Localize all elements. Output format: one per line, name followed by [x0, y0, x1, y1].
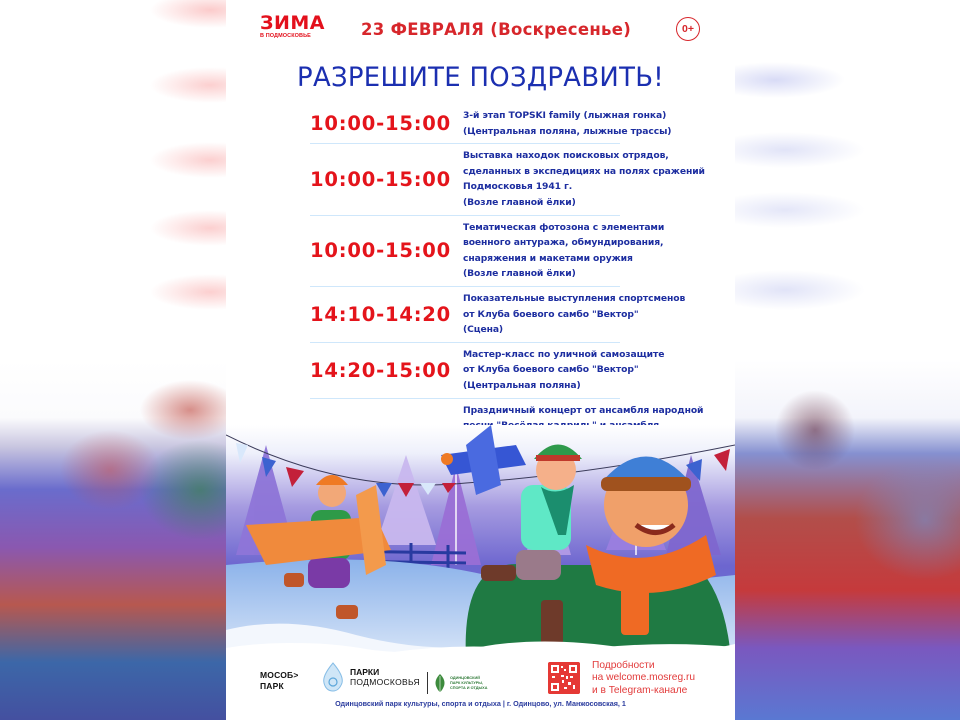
schedule-description: [460, 104, 671, 143]
poster-footer: [226, 648, 735, 720]
schedule-time: 10:00-15:00: [310, 239, 452, 263]
schedule-description: [460, 343, 664, 398]
schedule-row: [310, 104, 672, 144]
description-line: от Клуба боевого самбо "Вектор": [463, 308, 639, 320]
page-title: РАЗРЕШИТЕ ПОЗДРАВИТЬ!: [297, 62, 664, 93]
description-line: 3-й этап TOPSKI family (лыжная гонка): [463, 110, 667, 121]
poster-header: [226, 0, 735, 60]
description-location: (Сцена): [463, 324, 504, 336]
parki-logo-line: ПАРКИ: [350, 667, 380, 677]
description-line: сделанных в экспедициях на полях сражений: [463, 165, 705, 177]
parki-logo-line: ПОДМОСКОВЬЯ: [350, 677, 420, 687]
schedule-time: 10:00-15:00: [310, 167, 452, 191]
description-line: снаряжения и макетами оружия: [463, 252, 633, 264]
schedule-row: [310, 144, 705, 215]
zima-logo: [260, 14, 325, 40]
more-info-line: Подробности: [592, 660, 655, 671]
leaf-icon: [434, 674, 446, 692]
parki-podmoskovya-logo: [320, 662, 420, 692]
odintsovo-logo-line: ПАРК КУЛЬТУРЫ,: [450, 680, 483, 685]
description-location: (Возле главной ёлки): [463, 196, 576, 208]
blurred-background-left: [0, 0, 226, 720]
schedule-row: [310, 343, 665, 399]
event-poster: [226, 0, 735, 720]
zima-logo-subtitle: В ПОДМОСКОВЬЕ: [260, 33, 311, 39]
blurred-background-left-overlay: [0, 0, 226, 720]
schedule-time: 14:10-14:20: [310, 302, 452, 326]
odintsovo-logo-line: СПОРТА И ОТДЫХА: [450, 685, 488, 690]
more-info-text: [592, 660, 695, 697]
mosobpark-logo: [260, 670, 299, 692]
description-line: Выставка находок поисковых отрядов,: [463, 150, 669, 162]
schedule-description: [460, 216, 664, 286]
schedule-time: 10:00-15:00: [310, 112, 452, 136]
qr-code[interactable]: [548, 662, 580, 694]
schedule-description: [460, 144, 705, 214]
description-line: Подмосковья 1941 г.: [463, 181, 573, 193]
description-line: военного антуража, обмундирования,: [463, 237, 664, 249]
description-location: (Возле главной ёлки): [463, 268, 576, 280]
description-line: Тематическая фотозона с элементами: [463, 221, 665, 233]
schedule-row: [310, 216, 665, 287]
more-info-link[interactable]: на welcome.mosreg.ru: [592, 672, 696, 684]
park-address: Одинцовский парк культуры, спорта и отдыха | г. Одинцово, ул. Манжосовская, 1: [335, 699, 626, 708]
schedule-list: [310, 104, 705, 469]
water-drop-icon: [320, 662, 346, 692]
schedule-row: [310, 287, 686, 343]
blurred-background-right: [735, 0, 960, 720]
description-line: Мастер-класс по уличной самозащите: [463, 348, 665, 360]
description-line: от Клуба боевого самбо "Вектор": [463, 364, 639, 376]
description-location: (Центральная поляна, лыжные трассы): [463, 125, 672, 137]
more-info-line: и в Telegram-канале: [592, 684, 688, 696]
mosobpark-logo-line: МОСОБ>: [260, 670, 299, 680]
description-line: Праздничный концерт от ансамбля народной: [463, 404, 704, 416]
event-date: 23 ФЕВРАЛЯ (Воскресенье): [361, 20, 632, 39]
blurred-background-right-overlay: [735, 0, 960, 720]
zima-logo-title: ЗИМА: [260, 12, 326, 34]
description-line: Показательные выступления спортсменов: [463, 292, 686, 304]
winter-park-illustration: [226, 425, 735, 660]
odintsovo-park-logo: [427, 672, 487, 694]
schedule-time: 14:20-15:00: [310, 358, 452, 382]
logo-separator: [427, 672, 428, 694]
odintsovo-logo-line: ОДИНЦОВСКИЙ: [450, 675, 480, 680]
description-location: (Центральная поляна): [463, 379, 581, 391]
age-rating-badge: 0+: [676, 17, 700, 41]
schedule-description: [460, 287, 685, 342]
mosobpark-logo-line: ПАРК: [260, 681, 284, 691]
